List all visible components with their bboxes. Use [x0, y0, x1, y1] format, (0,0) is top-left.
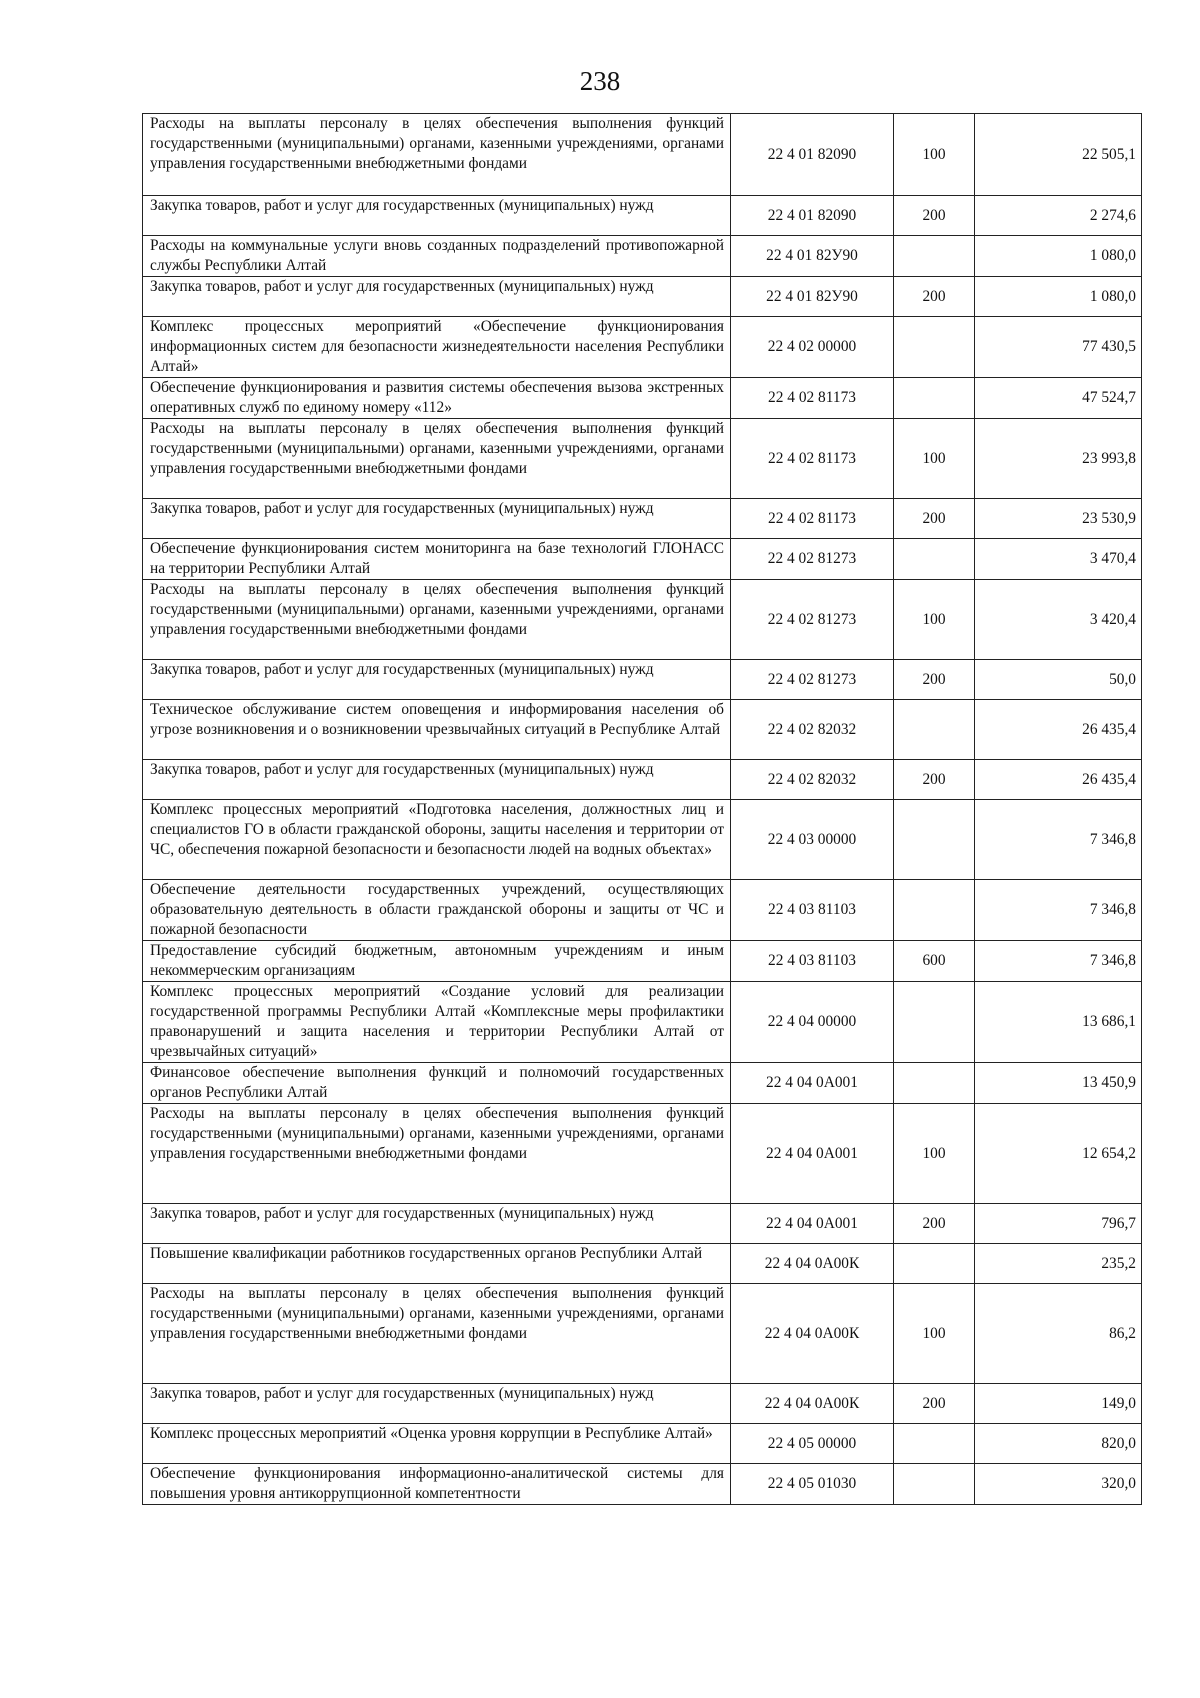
table-row	[143, 419, 1142, 499]
row-amount: 1 080,0	[975, 236, 1142, 277]
row-expense-type	[894, 880, 975, 941]
row-amount: 235,2	[975, 1244, 1142, 1284]
row-description: Закупка товаров, работ и услуг для государственных (муниципальных) нужд	[143, 660, 731, 700]
row-description: Обеспечение деятельности государственных учреждений, осуществляющих образовательную деятельность в области гражданской обороны и защиты от ЧС и пожарной безопасности	[143, 880, 731, 941]
table-row	[143, 1204, 1142, 1244]
row-amount: 12 654,2	[975, 1104, 1142, 1204]
row-expense-type	[894, 236, 975, 277]
table-row	[143, 880, 1142, 941]
row-expense-type	[894, 317, 975, 378]
row-expense-type	[894, 700, 975, 760]
row-amount: 7 346,8	[975, 941, 1142, 982]
row-code: 22 4 01 82090	[731, 114, 894, 196]
row-code: 22 4 01 82У90	[731, 277, 894, 317]
row-amount: 149,0	[975, 1384, 1142, 1424]
row-expense-type: 100	[894, 1104, 975, 1204]
row-description: Закупка товаров, работ и услуг для государственных (муниципальных) нужд	[143, 1384, 731, 1424]
row-description: Расходы на выплаты персоналу в целях обеспечения выполнения функций государственными (муниципальными) органами, казенными учреждениями, органами управления государственными внебюджетными фондами	[143, 580, 731, 660]
row-amount: 3 470,4	[975, 539, 1142, 580]
table-row	[143, 277, 1142, 317]
row-amount: 7 346,8	[975, 880, 1142, 941]
row-description: Комплекс процессных мероприятий «Создание условий для реализации государственной программы Республики Алтай «Комплексные меры профилактики правонарушений и защита населения и территории Республики Алтай от чрезвычайных ситуаций»	[143, 982, 731, 1063]
row-expense-type	[894, 1464, 975, 1505]
page-number: 238	[579, 66, 621, 96]
row-code: 22 4 05 01030	[731, 1464, 894, 1505]
row-expense-type: 100	[894, 419, 975, 499]
table-row	[143, 1424, 1142, 1464]
table-row	[143, 941, 1142, 982]
row-description: Расходы на выплаты персоналу в целях обеспечения выполнения функций государственными (муниципальными) органами, казенными учреждениями, органами управления государственными внебюджетными фондами	[143, 1284, 731, 1384]
row-amount: 7 346,8	[975, 800, 1142, 880]
row-code: 22 4 03 00000	[731, 800, 894, 880]
row-expense-type: 200	[894, 1204, 975, 1244]
row-amount: 13 686,1	[975, 982, 1142, 1063]
row-code: 22 4 04 0А001	[731, 1204, 894, 1244]
row-amount: 320,0	[975, 1464, 1142, 1505]
row-code: 22 4 02 00000	[731, 317, 894, 378]
row-description: Закупка товаров, работ и услуг для государственных (муниципальных) нужд	[143, 196, 731, 236]
row-amount: 47 524,7	[975, 378, 1142, 419]
row-description: Повышение квалификации работников государственных органов Республики Алтай	[143, 1244, 731, 1284]
table-row	[143, 580, 1142, 660]
table-row	[143, 800, 1142, 880]
row-code: 22 4 05 00000	[731, 1424, 894, 1464]
table-row	[143, 378, 1142, 419]
table-row	[143, 317, 1142, 378]
table-row	[143, 114, 1142, 196]
table-row	[143, 1464, 1142, 1505]
row-expense-type: 200	[894, 660, 975, 700]
row-amount: 13 450,9	[975, 1063, 1142, 1104]
row-description: Закупка товаров, работ и услуг для государственных (муниципальных) нужд	[143, 499, 731, 539]
row-code: 22 4 03 81103	[731, 880, 894, 941]
budget-table	[142, 113, 1142, 1505]
row-description: Комплекс процессных мероприятий «Обеспечение функционирования информационных систем для безопасности жизнедеятельности населения Республики Алтай»	[143, 317, 731, 378]
row-expense-type	[894, 800, 975, 880]
row-code: 22 4 02 81273	[731, 539, 894, 580]
row-code: 22 4 04 0А00К	[731, 1284, 894, 1384]
row-amount: 2 274,6	[975, 196, 1142, 236]
row-amount: 23 530,9	[975, 499, 1142, 539]
row-code: 22 4 04 0А00К	[731, 1244, 894, 1284]
row-code: 22 4 04 00000	[731, 982, 894, 1063]
table-row	[143, 539, 1142, 580]
row-expense-type: 600	[894, 941, 975, 982]
row-code: 22 4 02 81273	[731, 660, 894, 700]
table-row	[143, 236, 1142, 277]
row-amount: 77 430,5	[975, 317, 1142, 378]
table-row	[143, 760, 1142, 800]
row-code: 22 4 02 82032	[731, 700, 894, 760]
row-amount: 86,2	[975, 1284, 1142, 1384]
row-code: 22 4 04 0А001	[731, 1063, 894, 1104]
row-amount: 796,7	[975, 1204, 1142, 1244]
row-description: Обеспечение функционирования информационно-аналитической системы для повышения уровня антикоррупционной компетентности	[143, 1464, 731, 1505]
row-code: 22 4 01 82090	[731, 196, 894, 236]
row-expense-type	[894, 1424, 975, 1464]
row-expense-type: 100	[894, 580, 975, 660]
row-description: Финансовое обеспечение выполнения функций и полномочий государственных органов Республики Алтай	[143, 1063, 731, 1104]
row-amount: 23 993,8	[975, 419, 1142, 499]
budget-table-body	[143, 114, 1142, 1505]
table-row	[143, 982, 1142, 1063]
row-code: 22 4 02 82032	[731, 760, 894, 800]
table-row	[143, 660, 1142, 700]
row-expense-type: 200	[894, 196, 975, 236]
row-expense-type: 200	[894, 277, 975, 317]
table-row	[143, 1284, 1142, 1384]
row-code: 22 4 02 81173	[731, 419, 894, 499]
row-description: Закупка товаров, работ и услуг для государственных (муниципальных) нужд	[143, 1204, 731, 1244]
table-row	[143, 1063, 1142, 1104]
row-expense-type: 200	[894, 1384, 975, 1424]
row-amount: 3 420,4	[975, 580, 1142, 660]
row-description: Комплекс процессных мероприятий «Оценка уровня коррупции в Республике Алтай»	[143, 1424, 731, 1464]
table-row	[143, 499, 1142, 539]
row-amount: 820,0	[975, 1424, 1142, 1464]
row-description: Закупка товаров, работ и услуг для государственных (муниципальных) нужд	[143, 760, 731, 800]
row-description: Расходы на коммунальные услуги вновь созданных подразделений противопожарной службы Республики Алтай	[143, 236, 731, 277]
row-amount: 1 080,0	[975, 277, 1142, 317]
row-expense-type	[894, 1063, 975, 1104]
row-expense-type: 200	[894, 499, 975, 539]
row-expense-type: 200	[894, 760, 975, 800]
row-amount: 50,0	[975, 660, 1142, 700]
row-description: Закупка товаров, работ и услуг для государственных (муниципальных) нужд	[143, 277, 731, 317]
row-code: 22 4 02 81273	[731, 580, 894, 660]
table-row	[143, 1244, 1142, 1284]
row-description: Обеспечение функционирования систем мониторинга на базе технологий ГЛОНАСС на территории Республики Алтай	[143, 539, 731, 580]
table-row	[143, 196, 1142, 236]
row-description: Комплекс процессных мероприятий «Подготовка населения, должностных лиц и специалистов ГО в области гражданской обороны, защиты населения и территории от ЧС, обеспечения пожарной безопасности и безопасности людей на водных объектах»	[143, 800, 731, 880]
row-expense-type	[894, 539, 975, 580]
row-expense-type	[894, 982, 975, 1063]
row-expense-type	[894, 378, 975, 419]
row-amount: 26 435,4	[975, 700, 1142, 760]
row-code: 22 4 02 81173	[731, 499, 894, 539]
row-description: Расходы на выплаты персоналу в целях обеспечения выполнения функций государственными (муниципальными) органами, казенными учреждениями, органами управления государственными внебюджетными фондами	[143, 1104, 731, 1204]
row-description: Предоставление субсидий бюджетным, автономным учреждениям и иным некоммерческим организациям	[143, 941, 731, 982]
row-expense-type: 100	[894, 114, 975, 196]
row-expense-type: 100	[894, 1284, 975, 1384]
table-row	[143, 700, 1142, 760]
row-description: Расходы на выплаты персоналу в целях обеспечения выполнения функций государственными (муниципальными) органами, казенными учреждениями, органами управления государственными внебюджетными фондами	[143, 419, 731, 499]
row-code: 22 4 04 0А00К	[731, 1384, 894, 1424]
table-row	[143, 1384, 1142, 1424]
row-code: 22 4 01 82У90	[731, 236, 894, 277]
row-code: 22 4 04 0А001	[731, 1104, 894, 1204]
row-expense-type	[894, 1244, 975, 1284]
row-amount: 22 505,1	[975, 114, 1142, 196]
table-row	[143, 1104, 1142, 1204]
row-code: 22 4 02 81173	[731, 378, 894, 419]
row-description: Техническое обслуживание систем оповещения и информирования населения об угрозе возникновения и о возникновении чрезвычайных ситуаций в Республике Алтай	[143, 700, 731, 760]
row-code: 22 4 03 81103	[731, 941, 894, 982]
row-description: Расходы на выплаты персоналу в целях обеспечения выполнения функций государственными (муниципальными) органами, казенными учреждениями, органами управления государственными внебюджетными фондами	[143, 114, 731, 196]
row-amount: 26 435,4	[975, 760, 1142, 800]
row-description: Обеспечение функционирования и развития системы обеспечения вызова экстренных оперативных служб по единому номеру «112»	[143, 378, 731, 419]
